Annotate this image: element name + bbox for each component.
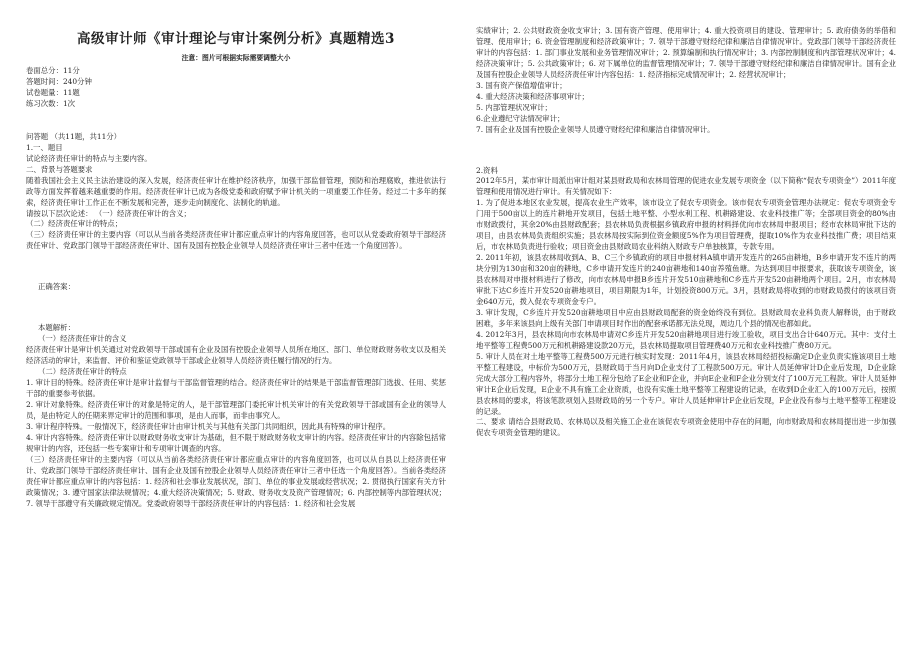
question-2-item: 4. 2012年3月，县农林局向市农林局申请对C乡连片开发520亩耕地项目进行竣工验收，项目支出合计640万元。其中：支付土地平整等工程费500万元和机耕路建设款20万元，县农林局提取项目管理费40万元和农业科技推广费80万元。: [476, 329, 896, 350]
analysis-item: 4. 审计内容特殊。经济责任审计以财政财务收支审计为基础，但不限于财政财务收支审计的内容。经济责任审计的内容除包括常规审计的内容，还包括一些专案审计和专项审计调查的内容。: [26, 432, 446, 453]
page-title: 高级审计师《审计理论与审计案例分析》真题精选3: [77, 31, 395, 47]
question-2-intro: 2012年5月，某市审计局派出审计组对某县财政局和农林局管理的促进农业发展专项资金（以下简称“促农专项资金”）2011年度管理和使用情况进行审计。有关情况如下：: [476, 176, 896, 197]
meta-time: 答题时间：240分钟: [26, 76, 92, 86]
meta-count: 试卷题量：11题: [26, 87, 80, 97]
question-2-item: 2. 2011年初，该县农林局收到A、B、C三个乡镇政府的项目申报材料A镇申请开发连片的265亩耕地，B乡申请开发不连片的两块分别为130亩和320亩的耕地，C乡申请开发连片的240亩耕地和140亩养殖鱼塘。为达到项目申报要求，获取该专项资金，该县农林局对申报材料进行了修改，向市农林局申报B乡连片开发510亩耕地和C乡连片开发520亩耕地两个项目。2月，市农林局审批下达C乡连片开发520亩耕地项目，项目期限为1年，计划投资800万元。3月，县财政局将收到的市财政局拨付的该项目资金640万元，拨入促农专项资金专户。: [476, 253, 896, 306]
analysis-list-item: 5. 内部管理状况审计；: [476, 102, 552, 112]
analysis-list-item: 6.企业遵纪守法情况审计；: [476, 113, 565, 123]
question-2-item: 5. 审计人员在对土地平整等工程费500万元进行核实时发现：2011年4月，该县农林局经招投标确定D企业负责实施该项目土地平整工程建设，中标价为500万元，县财政局于当月向D企业支付了工程款500万元。审计人员延伸审计D企业后发现，D企业除完成大部分工程内容外，将部分土地工程分包给了E企业和F企业，并向E企业和F企业分别支付了100万元工程款。审计人员延伸审计E企业后发现，E企业不具有施工企业资质，也没有实施土地平整等工程建设的记录，在收到D企业汇入的100万元后，按照县农林局的要求，将该笔款项划入县财政局的另一个专户。审计人员延伸审计F企业后发现，F企业没有参与土地平整等工程建设的记录。: [476, 351, 896, 416]
question-1-requirement-3: （三）经济责任审计的主要内容（可以从当前各类经济责任审计都应重点审计的内容角度回答，也可以从党委政府领导干部经济责任审计、党政部门领导干部经济责任审计、国有及国有控股企业领导人员经济责任审计三者中任选一个角度回答）。: [26, 230, 446, 251]
analysis-list-item: 3. 国有资产保值增值审计；: [476, 80, 567, 90]
analysis-list-item: 4. 重大经济决策和经济事项审计；: [476, 91, 589, 101]
question-2-requirement: 二、要求 请结合县财政局、农林局以及相关施工企业在该促农专项资金使用中存在的问题，向市财政局和农林局提出进一步加强促农专项资金管理的建议。: [476, 417, 896, 438]
section-header: 问答题 （共11题，共11分）: [26, 131, 122, 141]
analysis-item: 3. 审计程序特殊。一般情况下，经济责任审计由审计机关与其他有关部门共同组织，因此具有特殊的审计程序。: [26, 421, 391, 431]
analysis-section-1-text: 经济责任审计是审计机关通过对党政领导干部或国有企业及国有控股企业领导人员所在地区、部门、单位财政财务收支以及相关经济活动的审计，来监督、评价和鉴证党政领导干部或企业领导人员经济责任履行情况的行为。: [26, 345, 446, 366]
question-1-number: 1.一、题目: [26, 142, 63, 152]
question-2-number: 2.资料: [476, 165, 498, 175]
analysis-section-2-head: （二）经济责任审计的特点: [38, 367, 127, 377]
meta-total-score: 卷面总分：11分: [26, 66, 80, 76]
analysis-item: 2. 审计对象特殊。经济责任审计的对象是特定的人，是干部管理部门委托审计机关审计的有关党政领导干部或国有企业的领导人员，是由特定人的任期来界定审计的范围和事项，是由人而事，而非由事究人。: [26, 399, 446, 420]
analysis-continued-text: 实绩审计；2. 公共财政资金收支审计；3. 国有资产管理、使用审计；4. 重大投资项目的建设、管理审计；5. 政府债务的举借和管理、使用审计；6. 资金管理制度和经济政策审计；7. 领导干部遵守财经纪律和廉洁自律情况审计。党政部门领导干部经济责任审计的内容包括：1. 部门事业发展和业务管理情况审计；2. 预算编制和执行情况审计；3. 内部控制制度和内部管理状况审计；4. 经济决策审计；5. 公共政策审计；6. 对下属单位的监督管理情况审计；7. 领导干部遵守财经纪律和廉洁自律情况审计。国有企业及国有控股企业领导人员经济责任审计内容包括：1. 经济指标完成情况审计；2. 经营状况审计；: [476, 26, 896, 79]
right-column: [476, 0, 896, 651]
question-1-requirement-2: （二）经济责任审计的特点；: [26, 219, 123, 229]
analysis-list-item: 7. 国有企业及国有控股企业领导人员遵守财经纪律和廉洁自律情况审计。: [476, 124, 715, 134]
answer-label: 正确答案：: [38, 282, 75, 292]
meta-practice: 练习次数：1次: [26, 98, 76, 108]
image-note: 注意：图片可根据实际需要调整大小: [181, 53, 291, 62]
question-2-item: 1. 为了促进本地区农业发展，提高农业生产效率，该市设立了促农专项资金。该市促农专项资金管理办法规定：促农专项资金专门用于500亩以上的连片耕地开发项目，包括土地平整、小型水利工程、机耕路建设、农业科技推广等；全部项目资金的80%由市财政拨付，其余20%由县财政配套；县农林局负责根据乡镇政府申报的材料择优向市农林局申报项目；经市农林局审批下达的项目，由县农林局负责组织实施；县农林局按实际到位资金额度5%作为项目管理费，提取10%作为农业科技推广费；项目结束后，市农林局负责进行验收；项目资金由县财政局农业科纳入财政专户单独核算，专款专用。: [476, 198, 896, 252]
left-column: [26, 0, 446, 651]
question-2-item: 3. 审计发现，C乡连片开发520亩耕地项目中应由县财政局配套的资金始终没有到位。县财政局农业科负责人解释说，由于财政困难，多年来该县向上级有关部门申请项目时作出的配套承诺都无法兑现，周边几个县的情况也都如此。: [476, 307, 896, 328]
question-1-prompt: 试论经济责任审计的特点与主要内容。: [26, 153, 152, 163]
question-1-background-head: 二、背景与答题要求: [26, 164, 93, 174]
analysis-item: 1. 审计目的特殊。经济责任审计是审计监督与干部监督管理的结合。经济责任审计的结果是干部监督管理部门选拔、任用、奖惩干部的重要参考依据。: [26, 378, 446, 398]
question-1-requirement: 请按以下层次论述： （一）经济责任审计的含义；: [26, 208, 191, 218]
analysis-section-3-text: （三）经济责任审计的主要内容（可以从当前各类经济责任审计都应重点审计的内容角度回答，也可以从自县以上经济责任审计、党政部门领导干部经济责任审计、国有企业及国有控股企业领导人员经济责任审计三者中任选一个角度回答）。当前各类经济责任审计都应重点审计的内容包括：1. 经济和社会事业发展状况，部门、单位的事业发展或经营状况；2. 贯彻执行国家有关方针政策情况；3. 遵守国家法律法规情况；4.重大经济决策情况；5. 财政、财务收支及资产管理情况；6. 内部控制等内部管理状况；7. 领导干部遵守有关廉政规定情况。党委政府领导干部经济责任审计的内容包括：1. 经济和社会发展: [26, 454, 446, 508]
analysis-label: 本题解析：: [38, 323, 75, 333]
question-1-background-text: 随着我国社会主义民主法治建设的深入发展，经济责任审计在维护经济秩序，加强干部监督管理，预防和治理腐败，推进依法行政等方面发挥着越来越重要的作用。经济责任审计已成为各级党委和政府赋予审计机关的一项重要工作任务。经过二十多年的探索，经济责任审计工作正在不断发展和完善，逐步走向制度化、法制化的轨道。: [26, 175, 446, 207]
analysis-section-1-head: （一）经济责任审计的含义: [38, 334, 127, 344]
